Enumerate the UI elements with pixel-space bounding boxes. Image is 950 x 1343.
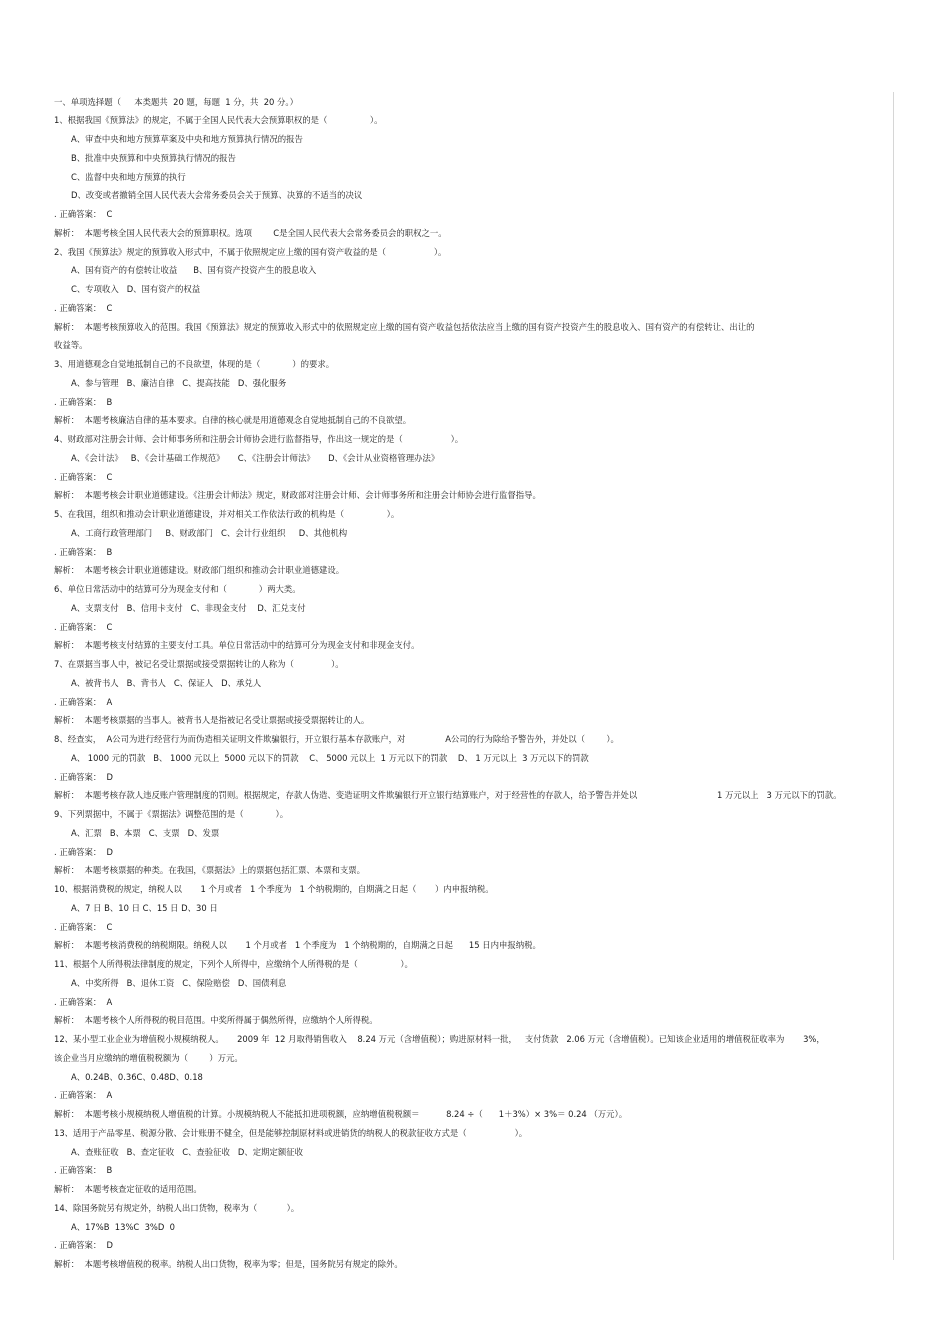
text-line: 12、某小型工业企业为增值税小规模纳税人。 2009 年 12 月取得销售收入 8.24 万元（含增值税）；购进原材料一批， 支付货款 2.06 万元（含增值税）。已知该企业适用的增值税征收率为 3%， <box>54 1034 825 1044</box>
text-line: 收益等。 <box>54 340 88 351</box>
answer-option: A、支票支付 B、信用卡支付 C、非现金支付 D、汇兑支付 <box>71 602 306 613</box>
text-line: 解析： 本题考核支付结算的主要支付工具。单位日常活动中的结算可分为现金支付和非现金支付。 <box>54 640 420 651</box>
text-line: 11、根据个人所得税法律制度的规定，下列个人所得中，应缴纳个人所得税的是（ ）。 <box>54 959 413 969</box>
answer-option: A、国有资产的有偿转让收益 B、国有资产投资产生的股息收入 <box>71 265 317 276</box>
text-line: 6、单位日常活动中的结算可分为现金支付和（ ）两大类。 <box>54 584 301 594</box>
text-line: . 正确答案： C <box>54 471 113 482</box>
text-line: 一、单项选择题（ 本类题共 20 题，每题 1 分，共 20 分。） <box>54 96 298 107</box>
text-line: 解析： 本题考核全国人民代表大会的预算职权。选项 C是全国人民代表大会常务委员会的职权之一。 <box>54 227 447 238</box>
text-line: 解析： 本题考核廉洁自律的基本要求。自律的核心就是用道德观念自觉地抵制自己的不良欲望。 <box>54 415 412 426</box>
answer-option: A、审查中央和地方预算草案及中央和地方预算执行情况的报告 <box>71 134 303 144</box>
text-line: . 正确答案： A <box>54 996 113 1007</box>
text-line: 解析： 本题考核个人所得税的税目范围。中奖所得属于偶然所得，应缴纳个人所得税。 <box>54 1015 378 1026</box>
text-line: 解析： 本题考核消费税的纳税期限。纳税人以 1 个月或者 1 个季度为 1 个纳税期的，自期满之日起 15 日内申报纳税。 <box>54 940 541 951</box>
answer-option: A、汇票 B、本票 C、支票 D、发票 <box>71 827 220 838</box>
text-line: . 正确答案： B <box>54 546 113 557</box>
text-line: . 正确答案： A <box>54 1090 113 1101</box>
text-line: 9、下列票据中，不属于《票据法》调整范围的是（ ）。 <box>54 809 289 819</box>
text-line: . 正确答案： D <box>54 771 113 782</box>
text-line: 2、我国《预算法》规定的预算收入形式中，不属于依照规定应上缴的国有资产收益的是（ ）。 <box>54 246 447 257</box>
answer-option: A、参与管理 B、廉洁自律 C、提高技能 D、强化服务 <box>71 377 287 388</box>
answer-option: C、专项收入 D、国有资产的权益 <box>71 284 201 294</box>
text-line: 解析： 本题考核会计职业道德建设。财政部门组织和推动会计职业道德建设。 <box>54 565 345 576</box>
text-line: 13、适用于产品零星、税源分散、会计账册不健全，但是能够控制原材料或进销货的纳税人的税款征收方式是（ ）。 <box>54 1127 528 1138</box>
text-line: . 正确答案： B <box>54 396 113 407</box>
text-line: 10、根据消费税的规定，纳税人以 1 个月或者 1 个季度为 1 个纳税期的，自期满之日起（ ）内申报纳税。 <box>54 884 494 894</box>
text-line: . 正确答案： C <box>54 621 113 632</box>
text-line: . 正确答案： A <box>54 696 113 707</box>
text-line: 解析： 本题考核会计职业道德建设。《注册会计师法》规定，财政部对注册会计师、会计师事务所和注册会计师协会进行监督指导。 <box>54 490 541 501</box>
answer-option: C、监督中央和地方预算的执行 <box>71 171 186 182</box>
text-line: 14、除国务院另有规定外，纳税人出口货物，税率为（ ）。 <box>54 1202 300 1213</box>
text-line: 该企业当月应缴纳的增值税税额为（ ）万元。 <box>54 1052 243 1063</box>
text-line: 1、根据我国《预算法》的规定，不属于全国人民代表大会预算职权的是（ ）。 <box>54 115 383 126</box>
answer-option: A、工商行政管理部门 B、财政部门 C、会计行业组织 D、其他机构 <box>71 527 348 538</box>
text-line: 3、用道德观念自觉地抵制自己的不良欲望，体现的是（ ）的要求。 <box>54 359 335 369</box>
answer-option: A、被背书人 B、背书人 C、保证人 D、承兑人 <box>71 677 262 688</box>
text-line: . 正确答案： C <box>54 302 113 313</box>
answer-option: A、0.24B、0.36C、0.48D、0.18 <box>71 1071 203 1082</box>
text-line: 4、财政部对注册会计师、会计师事务所和注册会计师协会进行监督指导，作出这一规定的是（ ）。 <box>54 434 464 444</box>
answer-option: B、批准中央预算和中央预算执行情况的报告 <box>71 152 236 163</box>
answer-option: A、中奖所得 B、退休工资 C、保险赔偿 D、国债利息 <box>71 977 287 988</box>
answer-option: D、改变或者撤销全国人民代表大会常务委员会关于预算、决算的不适当的决议 <box>71 190 363 201</box>
answer-option: A、《会计法》 B、《会计基础工作规范》 C、《注册会计师法》 D、《会计从业资格管理办法》 <box>71 452 440 463</box>
text-line: . 正确答案： C <box>54 209 113 219</box>
text-line: 解析： 本题考核票据的当事人。被背书人是指被记名受让票据或接受票据转让的人。 <box>54 715 370 726</box>
text-line: 8、经查实， A公司为进行经营行为而伪造相关证明文件欺骗银行，开立银行基本存款账户，对 A公司的行为除给予警告外，并处以（ ）。 <box>54 734 619 744</box>
text-line: 解析： 本题考核增值税的税率。纳税人出口货物，税率为零；但是，国务院另有规定的除外。 <box>54 1259 403 1269</box>
text-line: . 正确答案： B <box>54 1165 113 1176</box>
answer-option: A、17%B 13%C 3%D 0 <box>71 1221 175 1232</box>
text-line: 7、在票据当事人中，被记名受让票据或接受票据转让的人称为（ ）。 <box>54 659 344 669</box>
text-line: 解析： 本题考核存款人违反账户管理制度的罚则。根据规定，存款人伪造、变造证明文件欺骗银行开立银行结算账户，对于经营性的存款人，给予警告并处以 1 万元以上 3 万元以下的罚款。 <box>54 790 842 801</box>
text-line: 解析： 本题考核预算收入的范围。我国《预算法》规定的预算收入形式中的依照规定应上缴的国有资产收益包括依法应当上缴的国有资产投资产生的股息收入、国有资产的有偿转让、出让的 <box>54 321 755 332</box>
answer-option: A、7 日 B、10 日 C、15 日 D、30 日 <box>71 902 218 913</box>
text-line: 5、在我国，组织和推动会计职业道德建设，并对相关工作依法行政的机构是（ ）。 <box>54 509 400 519</box>
text-line: . 正确答案： D <box>54 1240 113 1251</box>
text-line: 解析： 本题考核小规模纳税人增值税的计算。小规模纳税人不能抵扣进项税额，应纳增值税税额＝ 8.24 ÷（ 1＋3%）× 3%＝ 0.24 （万元）。 <box>54 1109 628 1119</box>
text-line: 解析： 本题考核票据的种类。在我国，《票据法》上的票据包括汇票、本票和支票。 <box>54 865 366 876</box>
right-margin-divider <box>893 92 894 1260</box>
text-line: . 正确答案： C <box>54 921 113 932</box>
text-line: . 正确答案： D <box>54 846 113 857</box>
answer-option: A、查账征收 B、查定征收 C、查验征收 D、定期定额征收 <box>71 1146 303 1157</box>
answer-option: A、 1000 元的罚款 B、 1000 元以上 5000 元以下的罚款 C、 5000 元以上 1 万元以下的罚款 D、 1 万元以上 3 万元以下的罚款 <box>71 752 589 763</box>
text-line: 解析： 本题考核查定征收的适用范围。 <box>54 1184 202 1194</box>
